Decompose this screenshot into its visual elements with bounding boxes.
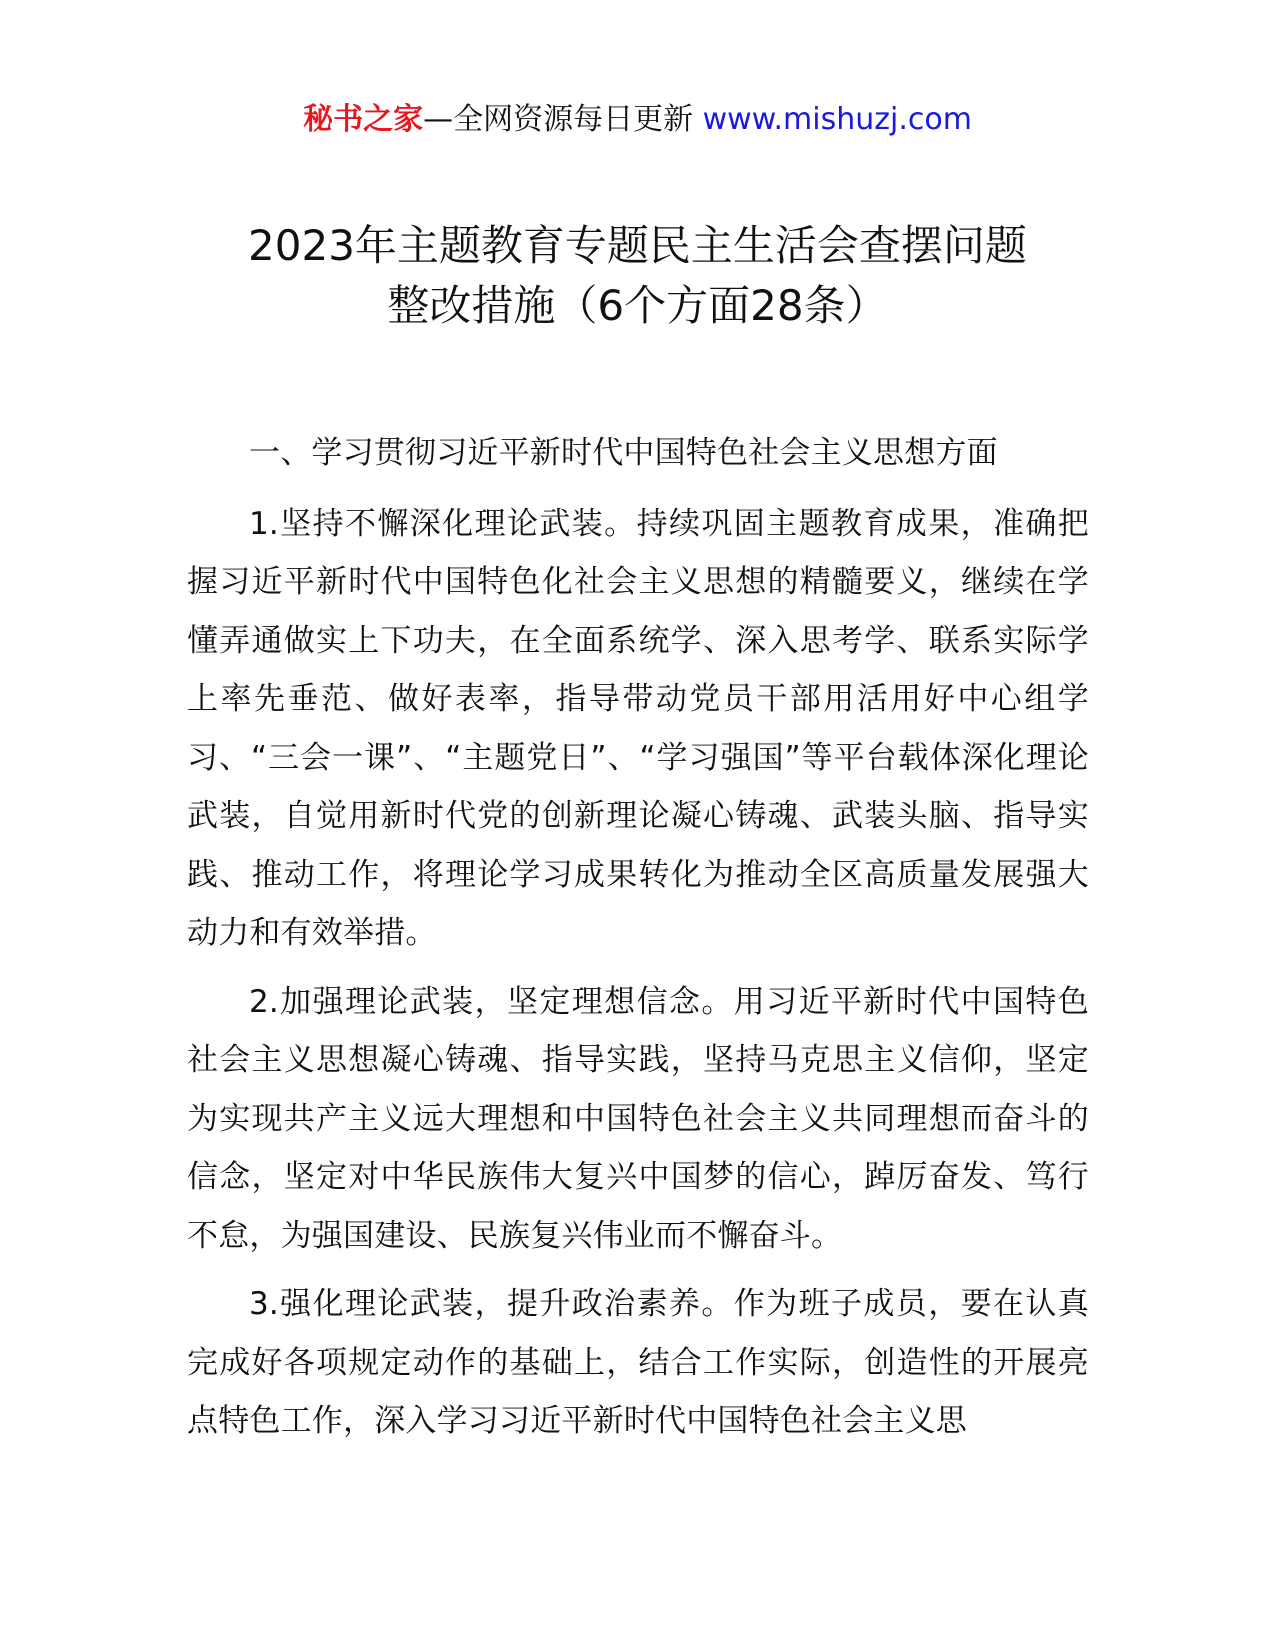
site-brand: 秘书之家 [303,102,424,137]
site-header [0,98,1275,142]
section-heading: 一、学习贯彻习近平新时代中国特色社会主义思想方面 [249,435,998,471]
paragraph-item-2: 2.加强理论武装，坚定理想信念。用习近平新时代中国特色社会主义思想凝心铸魂、指导实践，坚持马克思主义信仰，坚定为实现共产主义远大理想和中国特色社会主义共同理想而奋斗的信念，坚定对中华民族伟大复兴中国梦的信心，踔厉奋发、笃行不怠，为强国建设、民族复兴伟业而不懈奋斗。 [187,983,1089,1254]
paragraph-item-1: 1.坚持不懈深化理论武装。持续巩固主题教育成果，准确把握习近平新时代中国特色化社会主义思想的精髓要义，继续在学懂弄通做实上下功夫，在全面系统学、深入思考学、联系实际学上率先垂范、做好表率，指导带动党员干部用活用好中心组学习、“三会一课”、“主题党日”、“学习强国”等平台载体深化理论武装，自觉用新时代党的创新理论凝心铸魂、武装头脑、指导实践、推动工作，将理论学习成果转化为推动全区高质量发展强大动力和有效举措。 [187,505,1089,951]
paragraph-item-3: 3.强化理论武装，提升政治素养。作为班子成员，要在认真完成好各项规定动作的基础上，结合工作实际，创造性的开展亮点特色工作，深入学习习近平新时代中国特色社会主义思 [187,1286,1089,1439]
document-title-line-2: 整改措施（6个方面28条） [387,281,888,330]
site-tagline: —全网资源每日更新 [423,102,703,137]
document-title-line-1: 2023年主题教育专题民主生活会查摆问题 [248,221,1027,270]
document-body [187,424,1089,1461]
site-url-link[interactable]: www.mishuzj.com [702,102,972,137]
document-title [100,216,1175,336]
